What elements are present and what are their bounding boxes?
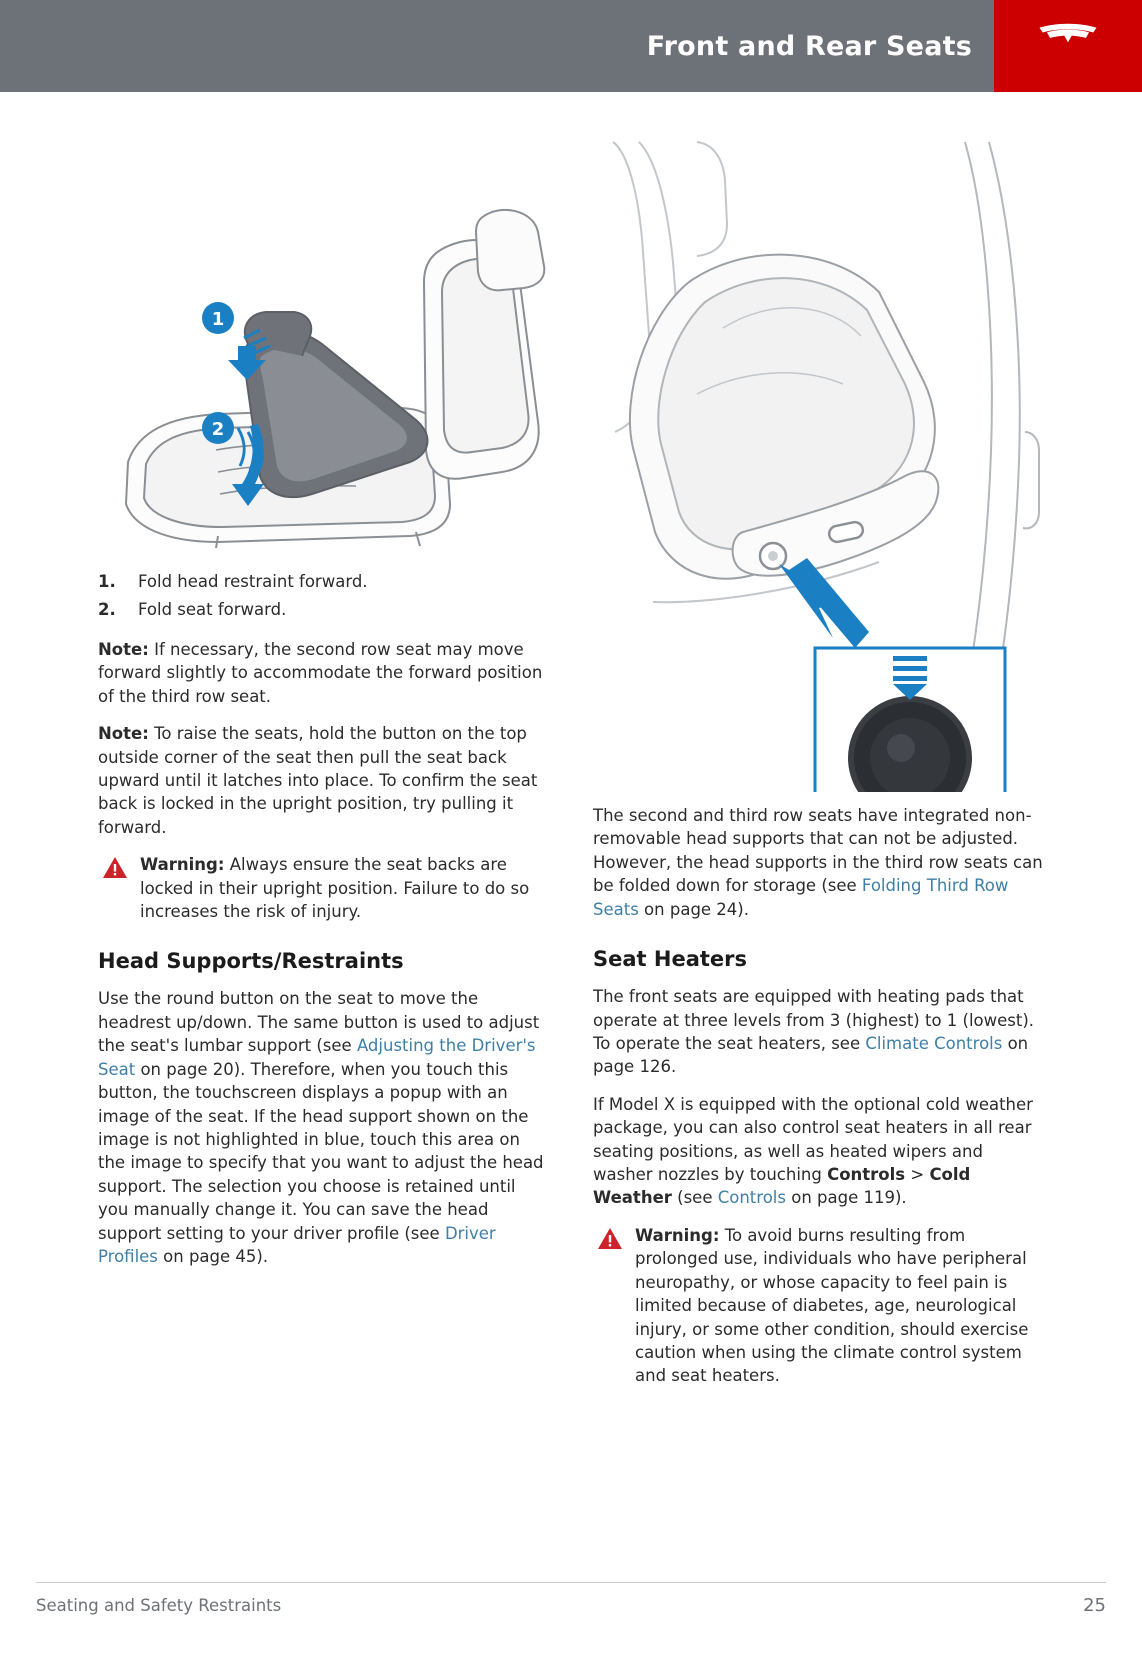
- body-text: Use the round button on the seat to move the headrest up/down. The same button is used to adjust the seat's lumbar support (see: [98, 989, 540, 1056]
- note-1: [98, 638, 551, 708]
- body-text: (see: [671, 1188, 718, 1208]
- link-climate-controls[interactable]: Climate Controls: [865, 1033, 1003, 1053]
- link-folding-third-row-seats[interactable]: Folding Third Row Seats: [593, 876, 1009, 919]
- two-column-layout: [98, 132, 1046, 1392]
- warning-block-right: [593, 1224, 1046, 1388]
- step-text: Fold head restraint forward.: [138, 572, 368, 591]
- note-label: Note:: [98, 724, 149, 744]
- page-footer: [36, 1582, 1106, 1616]
- warning-triangle-icon: [102, 853, 128, 923]
- step-text: Fold seat forward.: [138, 600, 287, 620]
- warning-triangle-icon: [597, 1224, 623, 1388]
- step-number: 2.: [98, 600, 116, 620]
- seat-heaters-body: [593, 985, 1046, 1079]
- list-item: [98, 598, 551, 621]
- body-text: on page 20). Therefore, when you touch this button, the touchscreen displays a popup with an image of the seat. If the head support shown on the image is not highlighted in blue, touch this area on the image to specify that you want to adjust the head support. The selection you choose is retained until you manually change it. You can save the head support setting to your driver profile (see: [98, 1059, 544, 1243]
- heading-head-supports: Head Supports/Restraints: [98, 949, 404, 974]
- heading-seat-heaters: Seat Heaters: [593, 947, 748, 972]
- note-text: If necessary, the second row seat may move forward slightly to accommodate the forward position of the third row seat.: [98, 639, 543, 706]
- body-text: on page 24).: [638, 899, 749, 919]
- tesla-logo: [994, 0, 1142, 92]
- svg-text:1: 1: [211, 309, 225, 330]
- body-text: >: [905, 1165, 930, 1185]
- right-column: [593, 132, 1046, 1392]
- step-number: 1.: [98, 572, 116, 591]
- note-text: To raise the seats, hold the button on the top outside corner of the seat then pull the seat back upward until it latches into place. To confirm the seat back is locked in the upright position, try pulling it forward.: [98, 724, 538, 837]
- callout-2: [202, 412, 234, 444]
- link-adjusting-drivers-seat[interactable]: Adjusting the Driver's Seat: [98, 1036, 536, 1079]
- note-2: [98, 722, 551, 839]
- seat-control-button-illustration: [593, 132, 1046, 792]
- body-text: If Model X is equipped with the optional cold weather package, you can also control seat heaters in all rear seating positions, as well as heated wipers and washer nozzles by touching: [593, 1094, 1033, 1185]
- warning-text-left: [140, 853, 551, 923]
- callout-1: [202, 302, 234, 334]
- cold-weather-body: [593, 1093, 1046, 1210]
- warning-body: Always ensure the seat backs are locked in their upright position. Failure to do so increases the risk of injury.: [140, 855, 530, 922]
- warning-label: Warning:: [635, 1225, 720, 1245]
- svg-text:2: 2: [211, 419, 225, 440]
- warning-body: To avoid burns resulting from prolonged use, individuals who have peripheral neuropathy, or whose capacity to feel pain is limited because of diabetes, age, neurological injury, or some other condition, should exercise caution when using the climate control system and seat heaters.: [635, 1225, 1029, 1386]
- body-text: The front seats are equipped with heating pads that operate at three levels from 3 (highest) to 1 (lowest). To operate the seat heaters, see: [593, 987, 1035, 1053]
- footer-page-number: 25: [1083, 1595, 1106, 1616]
- page-title: Front and Rear Seats: [646, 30, 972, 62]
- warning-label: Warning:: [140, 855, 225, 875]
- body-text: on page 119).: [785, 1188, 907, 1208]
- footer-section-title: Seating and Safety Restraints: [36, 1596, 282, 1615]
- cold-weather-bold: Cold Weather: [593, 1165, 971, 1208]
- list-item: [98, 570, 551, 593]
- third-row-head-support-text: [593, 804, 1046, 921]
- note-label: Note:: [98, 639, 149, 659]
- body-text: on page 45).: [157, 1247, 269, 1267]
- page-body: [0, 92, 1142, 1654]
- body-text: on page 126.: [593, 1033, 1029, 1077]
- link-driver-profiles[interactable]: Driver Profiles: [98, 1223, 496, 1267]
- warning-block-left: [98, 853, 551, 923]
- seat-fold-illustration: [98, 132, 551, 552]
- warning-text-right: [635, 1224, 1046, 1388]
- link-controls[interactable]: Controls: [717, 1188, 786, 1208]
- left-column: [98, 132, 551, 1392]
- controls-bold: Controls: [827, 1165, 906, 1185]
- page-header: [0, 0, 1142, 92]
- head-supports-body: [98, 987, 551, 1268]
- body-text: The second and third row seats have integrated non-removable head supports that can not be adjusted. However, the head supports in the third row seats can be folded down for storage (see: [593, 806, 1043, 896]
- fold-steps-list: [98, 570, 551, 622]
